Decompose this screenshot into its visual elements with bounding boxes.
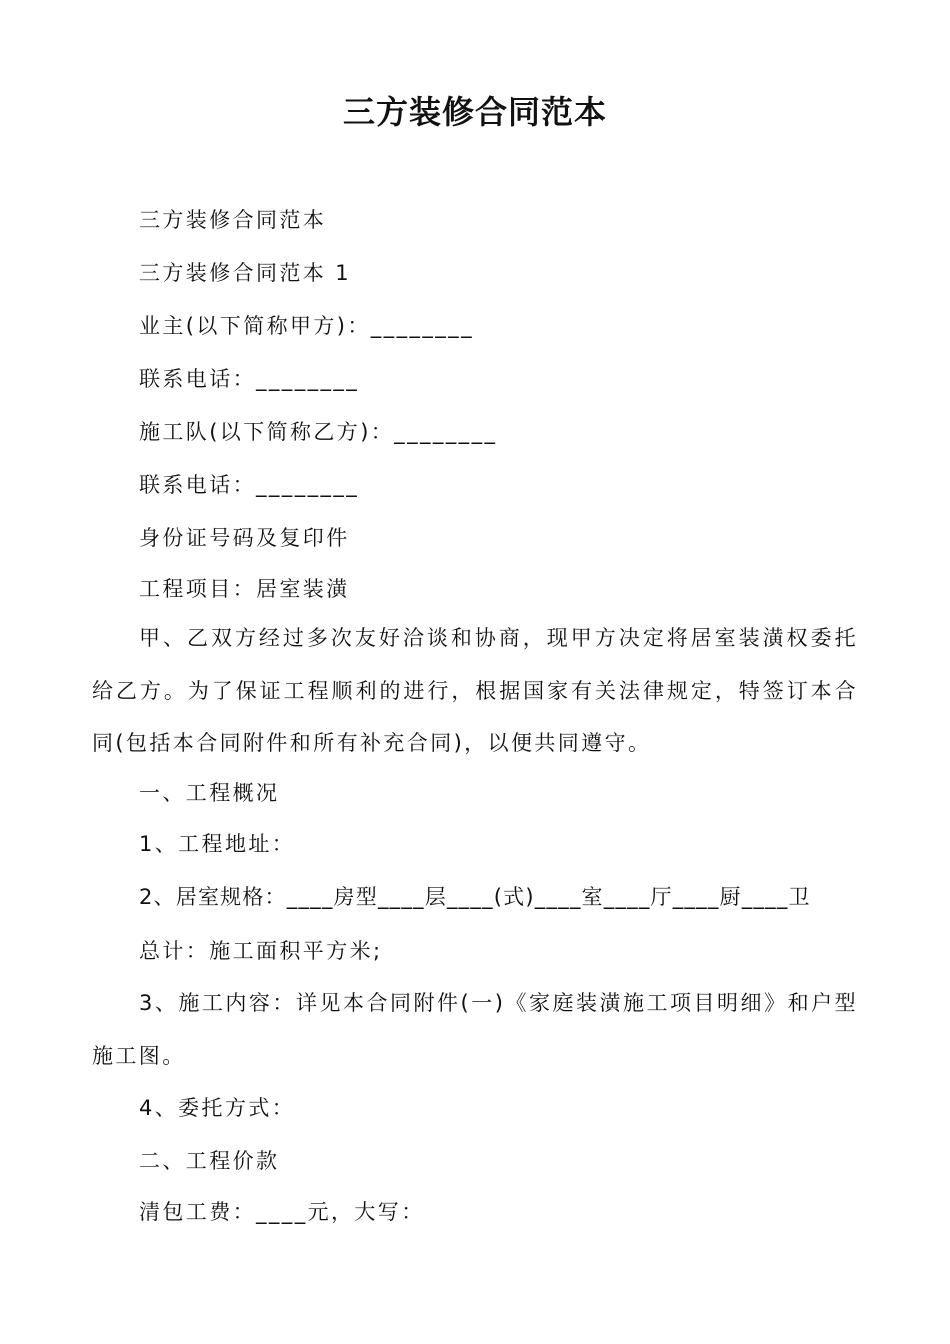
contract-number-line: 三方装修合同范本 1 [139,261,352,285]
section-1-heading: 一、工程概况 [139,781,280,805]
document-title: 三方装修合同范本 [342,93,607,131]
section-2-heading: 二、工程价款 [139,1149,280,1173]
labor-fee-line: 清包工费：____元，大写： [139,1200,425,1224]
id-card-line: 身份证号码及复印件 [139,526,350,550]
construction-content-paragraph: 3、施工内容：详见本合同附件(一)《家庭装潢施工项目明细》和户型施工图。 [92,991,858,1068]
intro-paragraph: 甲、乙双方经过多次友好洽谈和协商，现甲方决定将居室装潢权委托给乙方。为了保证工程顺利的进行，根据国家有关法律规定，特签订本合同(包括本合同附件和所有补充合同)，以便共同遵守。 [92,626,858,755]
party-b-phone-field: 联系电话：________ [139,473,360,497]
project-line: 工程项目：居室装潢 [139,577,350,601]
total-area-line: 总计：施工面积平方米; [139,939,383,963]
party-b-field: 施工队(以下简称乙方)：________ [139,420,498,444]
party-a-field: 业主(以下简称甲方)：________ [139,314,474,338]
commission-method-line: 4、委托方式： [139,1096,296,1120]
room-spec-line: 2、居室规格：____房型____层____(式)____室____厅____厨____卫 [139,885,811,909]
subtitle-line: 三方装修合同范本 [139,208,327,232]
project-address-line: 1、工程地址： [139,832,296,856]
party-a-phone-field: 联系电话：________ [139,367,360,391]
